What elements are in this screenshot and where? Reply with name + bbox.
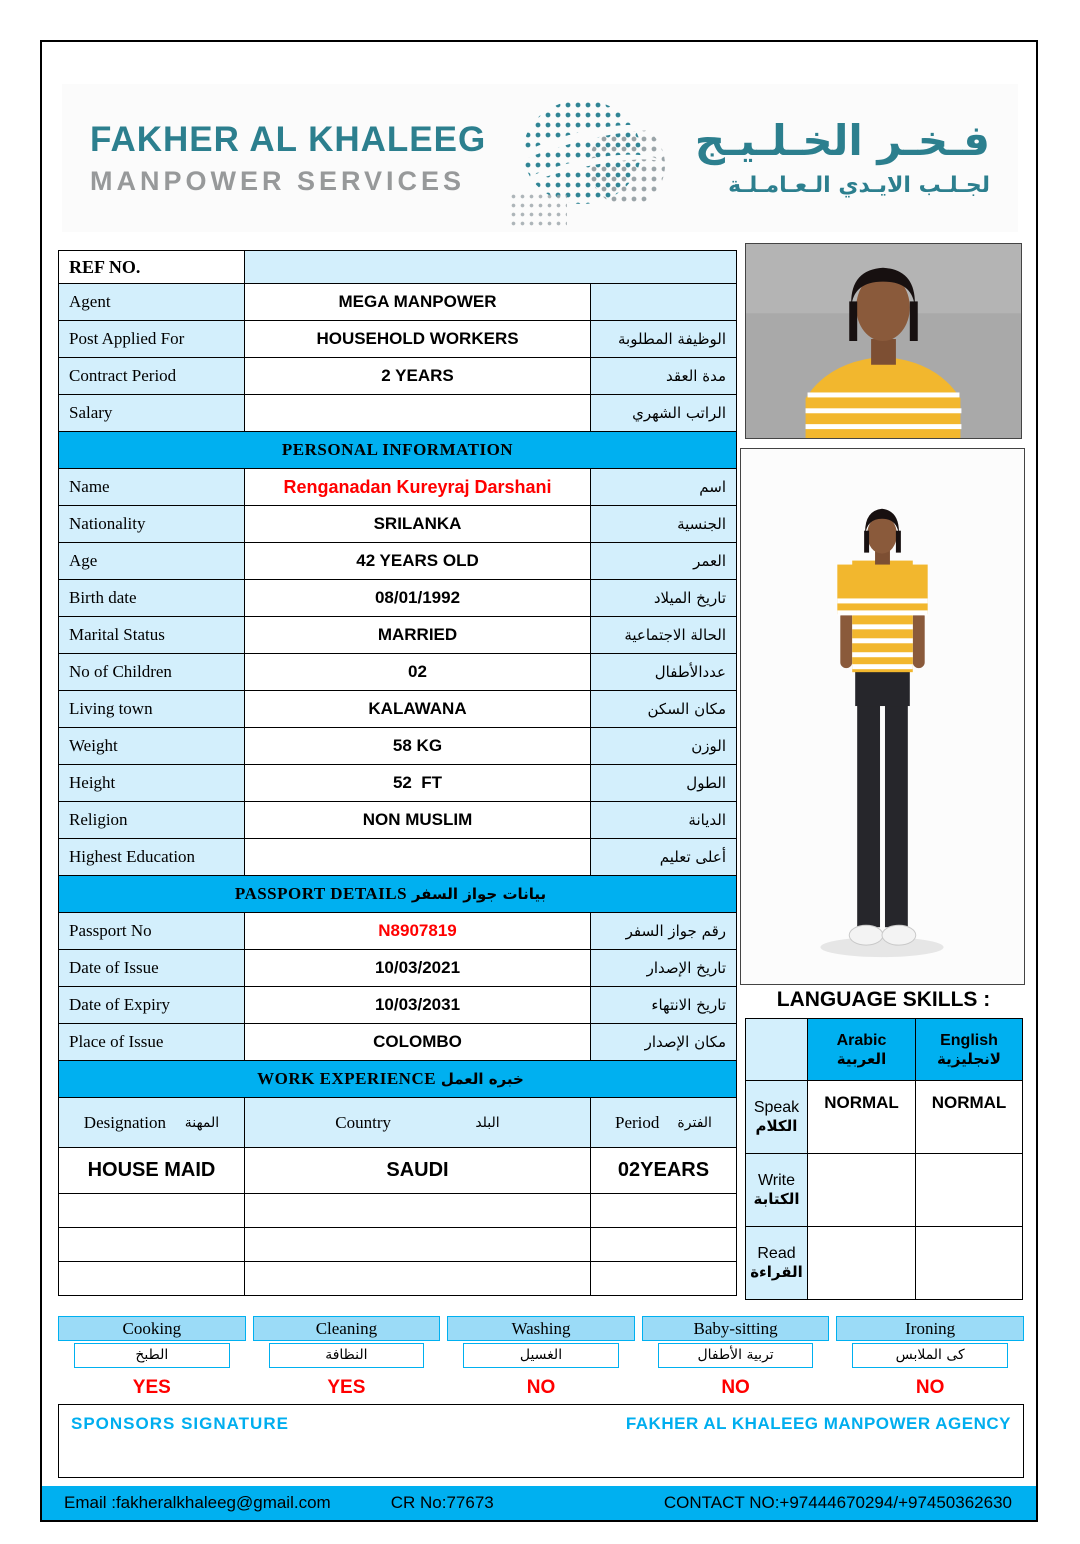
headshot-illustration bbox=[746, 244, 1021, 438]
work-designation: HOUSE MAID bbox=[59, 1148, 245, 1194]
field-label-arabic: مكان الإصدار bbox=[591, 1024, 737, 1061]
field-label: Age bbox=[59, 543, 245, 580]
work-designation bbox=[59, 1228, 245, 1262]
field-value: KALAWANA bbox=[245, 691, 591, 728]
field-value: COLOMBO bbox=[245, 1024, 591, 1061]
section-header: PERSONAL INFORMATION bbox=[59, 432, 737, 469]
skill-label-arabic: الطبخ bbox=[74, 1343, 230, 1368]
children-row bbox=[59, 654, 737, 691]
language-row-label-arabic: الكتابة bbox=[753, 1190, 800, 1208]
field-label-arabic: تاريخ الإصدار bbox=[591, 950, 737, 987]
field-label: Marital Status bbox=[59, 617, 245, 654]
field-value: MEGA MANPOWER bbox=[245, 284, 591, 321]
religion-row bbox=[59, 802, 737, 839]
weight-row bbox=[59, 728, 737, 765]
column-header-arabic: البلد bbox=[475, 1114, 500, 1131]
applicant-headshot-photo bbox=[745, 243, 1022, 439]
language-speak-row bbox=[746, 1081, 1023, 1154]
field-value: 10/03/2031 bbox=[245, 987, 591, 1024]
work-country: SAUDI bbox=[245, 1148, 591, 1194]
applicant-details-table bbox=[58, 250, 737, 1296]
field-value: HOUSEHOLD WORKERS bbox=[245, 321, 591, 358]
field-value: NON MUSLIM bbox=[245, 802, 591, 839]
post-applied-row bbox=[59, 321, 737, 358]
language-value bbox=[808, 1227, 916, 1300]
skill-label-english: Cleaning bbox=[253, 1316, 441, 1341]
language-value: NORMAL bbox=[808, 1081, 916, 1154]
footer-cr-number: CR No:77673 bbox=[390, 1493, 494, 1512]
field-label-arabic: تاريخ الانتهاء bbox=[591, 987, 737, 1024]
highest-education-row bbox=[59, 839, 737, 876]
work-experience-row bbox=[59, 1262, 737, 1296]
field-label-arabic: الجنسية bbox=[591, 506, 737, 543]
field-label: Contract Period bbox=[59, 358, 245, 395]
skill-answer: NO bbox=[721, 1377, 750, 1398]
field-label: Weight bbox=[59, 728, 245, 765]
work-period bbox=[591, 1194, 737, 1228]
field-label-arabic: الراتب الشهري bbox=[591, 395, 737, 432]
field-value: 02 bbox=[245, 654, 591, 691]
field-label-arabic: اسم bbox=[591, 469, 737, 506]
salary-row bbox=[59, 395, 737, 432]
language-value bbox=[916, 1154, 1023, 1227]
field-label-arabic: تاريخ الميلاد bbox=[591, 580, 737, 617]
column-header-arabic: المهنة bbox=[184, 1114, 220, 1131]
field-label-arabic: الحالة الاجتماعية bbox=[591, 617, 737, 654]
language-skills-title: LANGUAGE SKILLS : bbox=[776, 988, 991, 1011]
field-value: Renganadan Kureyraj Darshani bbox=[245, 469, 591, 506]
field-label-arabic: مدة العقد bbox=[591, 358, 737, 395]
language-header-row bbox=[746, 1019, 1023, 1081]
field-label: Nationality bbox=[59, 506, 245, 543]
document-frame bbox=[40, 40, 1038, 1522]
field-label: Date of Expiry bbox=[59, 987, 245, 1024]
skill-cooking bbox=[58, 1316, 246, 1399]
skill-washing bbox=[447, 1316, 635, 1399]
agency-name-line2: MANPOWER SERVICES bbox=[90, 165, 466, 196]
footer-contact-number: CONTACT NO:+97444670294/+97450362630 bbox=[663, 1493, 1012, 1512]
contact-footer-bar bbox=[42, 1486, 1036, 1520]
section-title-arabic: بيانات جواز السفر bbox=[411, 885, 547, 903]
field-value bbox=[245, 839, 591, 876]
field-label: No of Children bbox=[59, 654, 245, 691]
field-value: N8907819 bbox=[245, 913, 591, 950]
field-value bbox=[245, 395, 591, 432]
field-label-arabic: الديانة bbox=[591, 802, 737, 839]
signature-box bbox=[58, 1404, 1024, 1478]
place-of-issue-row bbox=[59, 1024, 737, 1061]
language-row-label bbox=[746, 1081, 808, 1154]
field-label-arabic: العمر bbox=[591, 543, 737, 580]
language-row-label bbox=[746, 1227, 808, 1300]
column-header-english: Period bbox=[615, 1112, 660, 1132]
field-value: 2 YEARS bbox=[245, 358, 591, 395]
skill-answer: NO bbox=[915, 1377, 945, 1398]
language-skills-table bbox=[745, 1018, 1023, 1300]
field-label-arabic: الوظيفة المطلوبة bbox=[591, 321, 737, 358]
work-period bbox=[591, 1228, 737, 1262]
sponsors-signature-label: SPONSORS SIGNATURE bbox=[71, 1414, 289, 1433]
language-row-label bbox=[746, 1154, 808, 1227]
nationality-row bbox=[59, 506, 737, 543]
skill-ironing bbox=[836, 1316, 1024, 1399]
skill-label-arabic: الغسيل bbox=[463, 1343, 619, 1368]
field-value: 08/01/1992 bbox=[245, 580, 591, 617]
height-row bbox=[59, 765, 737, 802]
section-title-english: WORK EXPERIENCE bbox=[257, 1069, 437, 1088]
field-label: Height bbox=[59, 765, 245, 802]
contract-period-row bbox=[59, 358, 737, 395]
section-title-arabic: خبره العمل bbox=[440, 1070, 524, 1088]
language-column-arabic bbox=[808, 1019, 916, 1081]
work-period: 02YEARS bbox=[591, 1148, 737, 1194]
work-experience-section bbox=[59, 1061, 737, 1098]
language-row-label-arabic: القراءة bbox=[750, 1263, 803, 1281]
field-value: MARRIED bbox=[245, 617, 591, 654]
language-read-row bbox=[746, 1227, 1023, 1300]
agency-name-arabic bbox=[695, 118, 990, 197]
household-skills-grid bbox=[58, 1316, 1024, 1399]
field-label: Place of Issue bbox=[59, 1024, 245, 1061]
field-label-arabic: رقم جواز السفر bbox=[591, 913, 737, 950]
birth-date-row bbox=[59, 580, 737, 617]
name-row bbox=[59, 469, 737, 506]
work-country bbox=[245, 1262, 591, 1296]
column-header-country bbox=[245, 1098, 591, 1148]
work-country bbox=[245, 1228, 591, 1262]
work-experience-row bbox=[59, 1194, 737, 1228]
agency-name-arabic-line1: فـخـر الخـلـيـج bbox=[694, 116, 990, 166]
work-experience-row bbox=[59, 1228, 737, 1262]
date-of-expiry-row bbox=[59, 987, 737, 1024]
work-period bbox=[591, 1262, 737, 1296]
field-value: 10/03/2021 bbox=[245, 950, 591, 987]
section-title-english: PASSPORT DETAILS bbox=[234, 884, 408, 903]
language-write-row bbox=[746, 1154, 1023, 1227]
skill-label-arabic: تربية الأطفال bbox=[658, 1343, 814, 1368]
language-row-label-english: Write bbox=[757, 1172, 796, 1189]
living-town-row bbox=[59, 691, 737, 728]
ref-no-row bbox=[59, 251, 737, 284]
work-country bbox=[245, 1194, 591, 1228]
language-column-english bbox=[916, 1019, 1023, 1081]
fullbody-illustration bbox=[741, 449, 1024, 984]
language-row-label-english: Speak bbox=[753, 1099, 800, 1116]
skill-label-english: Baby-sitting bbox=[642, 1316, 830, 1341]
language-column-arabic-label: لانجليزية bbox=[937, 1049, 1001, 1068]
field-label-arabic: مكان السكن bbox=[591, 691, 737, 728]
section-header bbox=[59, 876, 737, 913]
agent-row bbox=[59, 284, 737, 321]
agency-name-arabic-line2: لجـلـب الايـدي الـعـامـلـة bbox=[728, 172, 990, 198]
skill-label-english: Ironing bbox=[836, 1316, 1024, 1341]
column-header-arabic: الفترة bbox=[677, 1114, 712, 1131]
field-label-arabic bbox=[591, 284, 737, 321]
work-designation bbox=[59, 1194, 245, 1228]
date-of-issue-row bbox=[59, 950, 737, 987]
field-label-arabic: الوزن bbox=[591, 728, 737, 765]
marital-status-row bbox=[59, 617, 737, 654]
column-header-designation bbox=[59, 1098, 245, 1148]
column-header-period bbox=[591, 1098, 737, 1148]
field-label: Date of Issue bbox=[59, 950, 245, 987]
field-label: Passport No bbox=[59, 913, 245, 950]
skill-baby-sitting bbox=[642, 1316, 830, 1399]
language-column-english-label: English bbox=[940, 1031, 998, 1049]
field-label: Name bbox=[59, 469, 245, 506]
language-column-english-label: Arabic bbox=[836, 1031, 887, 1049]
skill-answer: NO bbox=[526, 1377, 556, 1398]
field-value: 52 FT bbox=[245, 765, 591, 802]
field-label: Post Applied For bbox=[59, 321, 245, 358]
ref-no-value bbox=[245, 251, 737, 284]
skill-label-arabic: كى الملابس bbox=[852, 1343, 1008, 1368]
work-designation bbox=[59, 1262, 245, 1296]
language-row-label-english: Read bbox=[757, 1245, 796, 1262]
skill-label-english: Cooking bbox=[58, 1316, 246, 1341]
field-label: Highest Education bbox=[59, 839, 245, 876]
applicant-fullbody-photo bbox=[740, 448, 1025, 985]
column-header-english: Designation bbox=[83, 1112, 166, 1132]
language-value bbox=[916, 1227, 1023, 1300]
column-header-english: Country bbox=[335, 1112, 392, 1132]
field-label-arabic: الطول bbox=[591, 765, 737, 802]
field-value: 58 KG bbox=[245, 728, 591, 765]
skill-cleaning bbox=[253, 1316, 441, 1399]
ref-no-label: REF NO. bbox=[59, 251, 245, 284]
field-label-arabic: أعلى تعليم bbox=[591, 839, 737, 876]
language-corner-cell bbox=[746, 1019, 808, 1081]
field-value: 42 YEARS OLD bbox=[245, 543, 591, 580]
language-column-arabic-label: العربية bbox=[836, 1049, 887, 1068]
skill-answer: YES bbox=[132, 1377, 171, 1398]
work-experience-header-row bbox=[59, 1098, 737, 1148]
skill-label-english: Washing bbox=[447, 1316, 635, 1341]
work-experience-row bbox=[59, 1148, 737, 1194]
field-value: SRILANKA bbox=[245, 506, 591, 543]
personal-information-section bbox=[59, 432, 737, 469]
agency-name-line1: FAKHER AL KHALEEG bbox=[90, 119, 487, 159]
agency-signature-label: FAKHER AL KHALEEG MANPOWER AGENCY bbox=[625, 1414, 1011, 1433]
footer-email: Email :fakheralkhaleeg@gmail.com bbox=[64, 1493, 331, 1512]
passport-details-section bbox=[59, 876, 737, 913]
agency-name-english bbox=[90, 120, 486, 197]
language-row-label-arabic: الكلام bbox=[755, 1117, 798, 1135]
field-label: Salary bbox=[59, 395, 245, 432]
age-row bbox=[59, 543, 737, 580]
skill-label-arabic: النظافة bbox=[269, 1343, 425, 1368]
agency-header bbox=[62, 84, 1018, 232]
field-label: Religion bbox=[59, 802, 245, 839]
passport-no-row bbox=[59, 913, 737, 950]
agency-globe-logo-icon bbox=[515, 98, 665, 218]
skill-answer: YES bbox=[327, 1377, 366, 1398]
field-label-arabic: عددالأطفال bbox=[591, 654, 737, 691]
field-label: Living town bbox=[59, 691, 245, 728]
language-value: NORMAL bbox=[916, 1081, 1023, 1154]
section-header bbox=[59, 1061, 737, 1098]
field-label: Birth date bbox=[59, 580, 245, 617]
language-value bbox=[808, 1154, 916, 1227]
field-label: Agent bbox=[59, 284, 245, 321]
